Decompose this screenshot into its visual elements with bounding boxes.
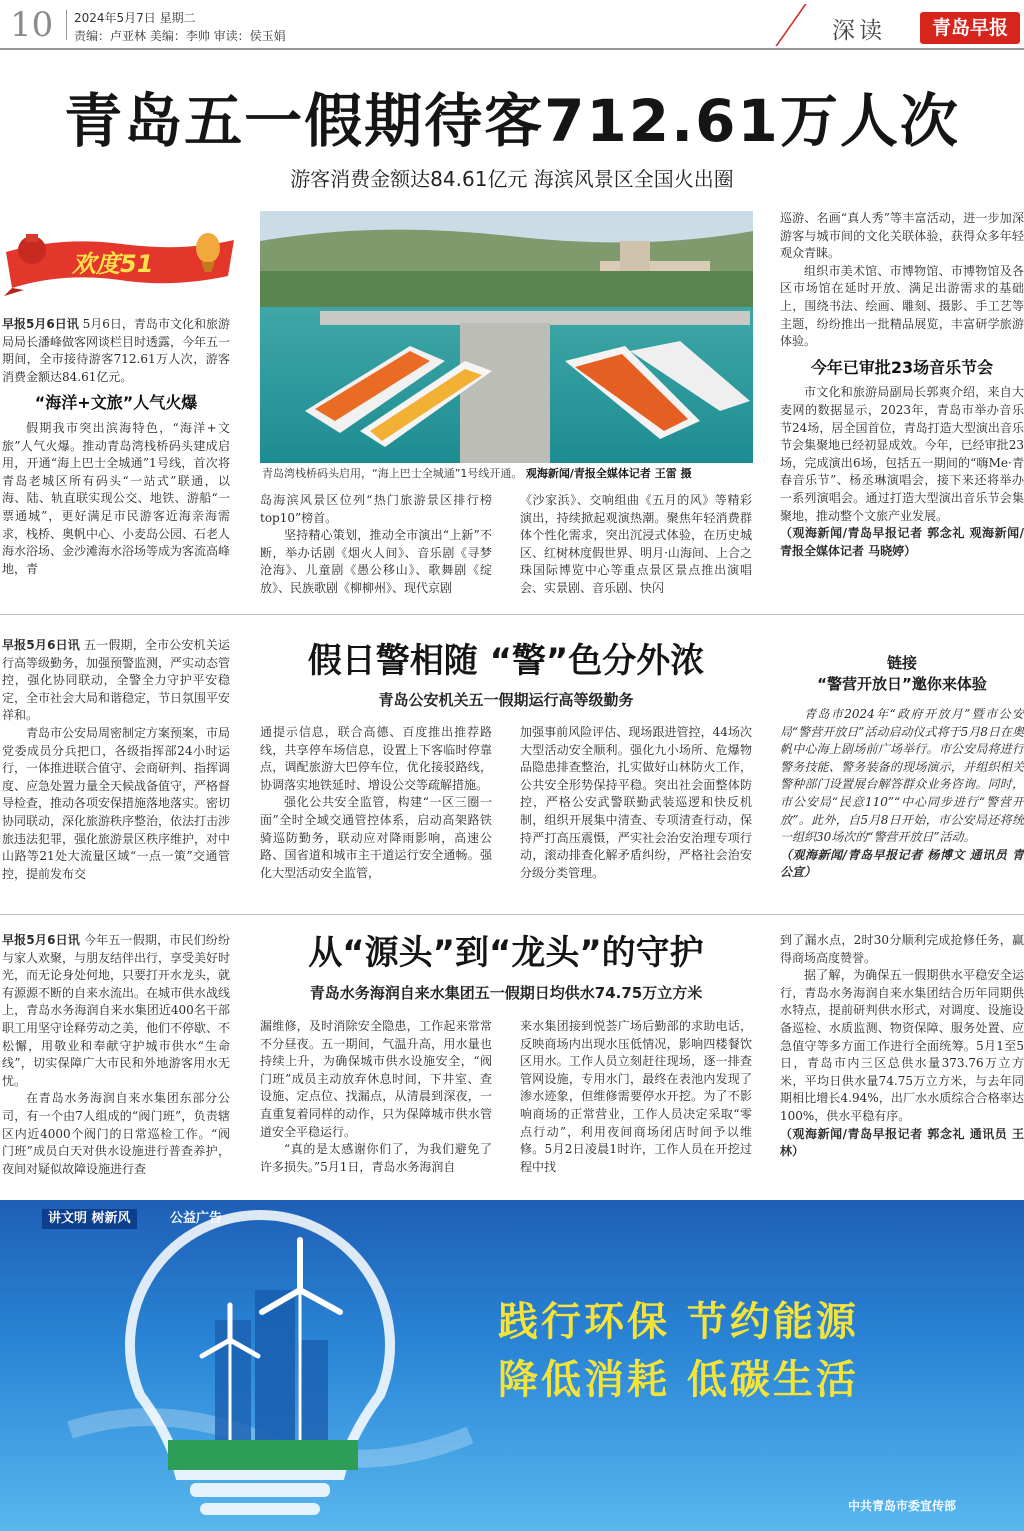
page-header <box>0 0 1024 50</box>
divider-story1 <box>0 614 1024 615</box>
story2-column-1 <box>2 637 230 903</box>
story1-col4-body: 巡游、名画“真人秀”等丰富活动，进一步加深游客与城市间的文化关联体验，获得众多年轻观众青睐。 <box>780 211 1024 261</box>
harbor-photo <box>260 211 753 463</box>
section-name: 深读 <box>832 18 886 44</box>
story2-col1-body: 青岛市公安局周密制定方案预案，市局党委成员分兵把口，各级指挥部24小时运行，一体推进联合值守、会商研判、指挥调度、应急处置力量全天候战备值守，严格督导检查，推动各项安保措施落地落实。密切协同联动，深化旅游秩序整治，依法打击涉旅违法犯罪，强化旅游景区秩序维护，对中山路等21处大流量区域“一点一策”交通管控，提前发布交 <box>2 725 230 881</box>
story1-credit: （观海新闻/青岛早报记者 郭念礼 观海新闻/青报全媒体记者 马晓婷） <box>780 526 1024 558</box>
story3-headline: 从“源头”到“龙头”的守护 <box>308 933 704 973</box>
ad-category: 公益广告 <box>170 1211 223 1226</box>
page-number: 10 <box>10 5 54 45</box>
story1-column-4 <box>780 210 1024 604</box>
story3-col4-body: 到了漏水点，2时30分顺利完成抢修任务，赢得商场高度赞誉。 <box>780 933 1024 965</box>
story2-column-2 <box>260 724 492 904</box>
story2-column-3 <box>520 724 752 904</box>
photo-credit: 观海新闻/青报全媒体记者 王雷 摄 <box>525 467 692 480</box>
story2-headline: 假日警相随 “警”色分外浓 <box>307 641 705 681</box>
festival-badge-text: 欢度51 <box>72 250 154 278</box>
story2-col3-body: 加强事前风险评估、现场跟进管控，44场次大型活动安全顺利。强化九小场所、危爆物品隐患排查整治，扎实做好山林防火工作，公共安全形势保持平稳。突出社会面整体防控，严格公安武警联勤武装巡逻和快反机制，组织开展集中清查、专项清查行动，保持严打高压震慑，严实社会治安治理专项行动，滚动排查化解矛盾纠纷，严格社会治安分级分类管理。 <box>520 725 752 880</box>
story3-col2-body: 漏维修，及时消除安全隐患，工作起来常常不分昼夜。五一期间，气温升高，用水量也持续上升，为确保城市供水设施安全，“阀门班”成员主动放弃休息时间，下井室、查设施、定点位、找漏点，从清晨到深夜，一直重复着同样的动作，只为保障城市供水管道安全平稳运行。 <box>260 1019 492 1139</box>
story3-subheadline: 青岛水务海润自来水集团五一假期日均供水74.75万立方米 <box>309 984 703 1002</box>
story3-credit: （观海新闻/青岛早报记者 郭念礼 通讯员 王林） <box>780 1126 1024 1159</box>
story1-dateline: 早报5月6日讯 <box>2 317 79 331</box>
story1-subhead-1: “海洋+文旅”人气火爆 <box>34 393 198 413</box>
editor-credits: 责编：卢亚林 美编：李帅 审读：侯玉娟 <box>74 29 286 43</box>
story3-col1-body: 在青岛水务海润自来水集团东部分公司，有一个由7人组成的“阀门班”，负责辖区内近4000个阀门的日常巡检工作。“阀门班”成员白天对供水设施进行普查养护，夜间对疑似故障设施进行查 <box>2 1091 230 1176</box>
story2-col2-body-2: 强化公共安全监管，构建“一区三圈一面”全时全域交通管控体系，启动高架路铁骑巡防勤务，联动应对降雨影响，高速公路、国省道和城市主干道运行安全通畅。强化大型活动安全监管， <box>260 795 492 880</box>
story1-lead: 5月6日，青岛市文化和旅游局局长潘峰做客网谈栏目时透露，今年五一期间，全市接待游客712.61万人次，游客消费金额达84.61亿元。 <box>2 317 230 384</box>
story3-column-1 <box>2 932 230 1184</box>
story1-col2-body-2: 坚持精心策划，推动全市演出“上新”不断，举办话剧《烟火人间》、音乐剧《寻梦沧海》、儿童剧《愚公移山》、歌舞剧《绽放》、民族歌剧《柳柳州》、现代京剧 <box>260 528 492 595</box>
story3-column-4 <box>780 932 1024 1184</box>
photo-caption <box>262 466 752 482</box>
link-label: 链接 <box>886 654 917 672</box>
photo-caption-text: 青岛湾栈桥码头启用，“海上巴士全城通”1号线开通。 <box>262 467 523 480</box>
story2-dateline: 早报5月6日讯 <box>2 638 80 652</box>
story2-lead: 五一假期，全市公安机关运行高等级勤务，加强预警监测，严实动态管控，强化协同联动，全警全力守护平安稳定，全市社会大局和谐稳定，节日氛围平安祥和。 <box>2 638 230 723</box>
story1-col2-body: 岛海滨风景区位列“热门旅游景区排行榜top10”榜首。 <box>260 493 492 525</box>
story1-column-1 <box>2 316 230 604</box>
ad-tag: 讲文明 树新风 <box>42 1209 137 1229</box>
story3-col2-body-2: “真的是太感谢你们了，为我们避免了许多损失。”5月1日，青岛水务海润自 <box>260 1142 492 1174</box>
divider-story2 <box>0 914 1024 915</box>
story1-col3-body: 《沙家浜》、交响组曲《五月的风》等精彩演出，持续掀起观演热潮。聚焦年轻消费群体个性化需求，突出沉浸式体验，在历史城区、红树林度假世界、明月·山海间、上合之珠国际博览中心等重点景区景点推出演唱会、实景剧、音乐剧、快闪 <box>520 493 752 595</box>
link-body: 青岛市2024年“政府开放月”暨市公安局“警营开放日”活动启动仪式将于5月8日在奥帆中心海上剧场前广场举行。市公安局将进行警务技能、警务装备的现场演示，并组织相关警种部门设置展台解答群众业务咨询。同时，市公安局“民意110”“中心同步进行“警营开放”。此外，自5月8日开始，市公安局还将统一组织30场次的“警营开放日”活动。 <box>780 707 1024 845</box>
story3-col4-body-2: 据了解，为确保五一假期供水平稳安全运行，青岛水务海润自来水集团结合历年同期供水特点，提前研判供水形式，对调度、设施设备巡检、水质监测、物资保障、服务处置、应急值守等多方面工作进行全面统筹。5月1至5日，青岛市内三区总供水量373.76万立方米，平均日供水量74.75万立方米，与去年同期相比增长4.94%，出厂水水质综合合格率达100%，供水平稳有序。 <box>780 968 1024 1123</box>
ad-slogan-2: 降低消耗 低碳生活 <box>498 1357 859 1403</box>
newspaper-logo: 青岛早报 <box>920 12 1020 44</box>
story1-column-2 <box>260 492 492 602</box>
header-divider <box>66 10 67 40</box>
story2-col2-body: 通提示信息，联合高德、百度推出推荐路线，共享停车场信息，设置上下客临时停靠点，调配旅游大巴停车位，优化接驳路线，协调落实地铁延时、增设公交等疏解措施。 <box>260 725 492 792</box>
ad-sponsor: 中共青岛市委宣传部 <box>848 1499 957 1513</box>
story3-lead: 今年五一假期，市民们纷纷与家人欢聚，与朋友结伴出行，享受美好时光，而无论身处何地，只要打开水龙头，就有源源不断的自来水流出。在城市供水战线上，青岛水务海润自来水集团近400名干部职工用坚守诠释劳动之美，他们不停歇、不松懈，用敬业和奉献守护城市供水“生命线”，切实保障广大市民和外地游客用水无忧。 <box>2 933 230 1088</box>
story1-col4-body-2: 组织市美术馆、市博物馆、市博物馆及各区市场馆在延时开放、满足出游需求的基础上，围绕书法、绘画、雕刻、摄影、手工艺等主题，纷纷推出一批精品展览，丰富研学旅游体验。 <box>780 263 1024 349</box>
issue-date: 2024年5月7日 星期二 <box>74 11 196 25</box>
festival-badge <box>2 222 238 300</box>
story3-dateline: 早报5月6日讯 <box>2 933 80 947</box>
story3-column-2 <box>260 1018 492 1184</box>
story1-column-3 <box>520 492 752 602</box>
story1-col1-body: 假期我市突出滨海特色，“海洋+文旅”人气火爆。推动青岛湾栈桥码头建成启用，开通“海上巴士全城通”1号线，首次将青岛老城区所有码头“一站式”联通，以海、陆、轨直联实现公交、地铁、游船“一票通城”，更好满足市民游客近海亲海需求，栈桥、奥帆中心、小麦岛公园、石老人海水浴场、金沙滩海水浴场等成为客流高峰地，青 <box>2 420 230 576</box>
link-box-body <box>780 706 1024 904</box>
link-credit: （观海新闻/青岛早报记者 杨博文 通讯员 青公宣） <box>780 847 1024 880</box>
story2-subheadline: 青岛公安机关五一假期运行高等级勤务 <box>378 691 634 709</box>
story1-col4-body-3: 市文化和旅游局副局长郭爽介绍，来自大麦网的数据显示，2023年，青岛市举办音乐节24场，居全国首位，青岛打造大型演出音乐节会集聚地已经初显成效。今年，已经审批23场，完成演出6场，包括五一期间的“嗨Me·青春音乐节”、杨丞琳演唱会，接下来还将举办一系列演唱会。通过打造大型演出音乐节会集聚地，推动整个文旅产业发展。 <box>780 385 1024 523</box>
link-title: “警营开放日”邀你来体验 <box>817 675 987 693</box>
main-headline: 青岛五一假期待客712.61万人次 <box>64 87 960 155</box>
story1-subhead-2: 今年已审批23场音乐节会 <box>810 357 994 377</box>
story3-column-3 <box>520 1018 752 1184</box>
header-rule <box>0 48 1024 50</box>
pier-ferries-photo-icon <box>260 211 753 463</box>
ad-slogan-1: 践行环保 节约能源 <box>498 1299 859 1345</box>
story3-col3-body: 来水集团接到悦荟广场后勤部的求助电话，反映商场内出现水压低情况，影响四楼餐饮区用水。工作人员立刻赶往现场，逐一排查管网设施，专用水门，最终在表池内发现了渗水迹象，但维修需要停水开挖。为了不影响商场的正常营业，工作人员决定采取“零点行动”，利用夜间商场闭店时间予以维修。5月2日凌晨1时许，工作人员在开挖过程中找 <box>520 1019 752 1174</box>
main-subheadline: 游客消费金额达84.61亿元 海滨风景区全国火出圈 <box>290 167 734 191</box>
